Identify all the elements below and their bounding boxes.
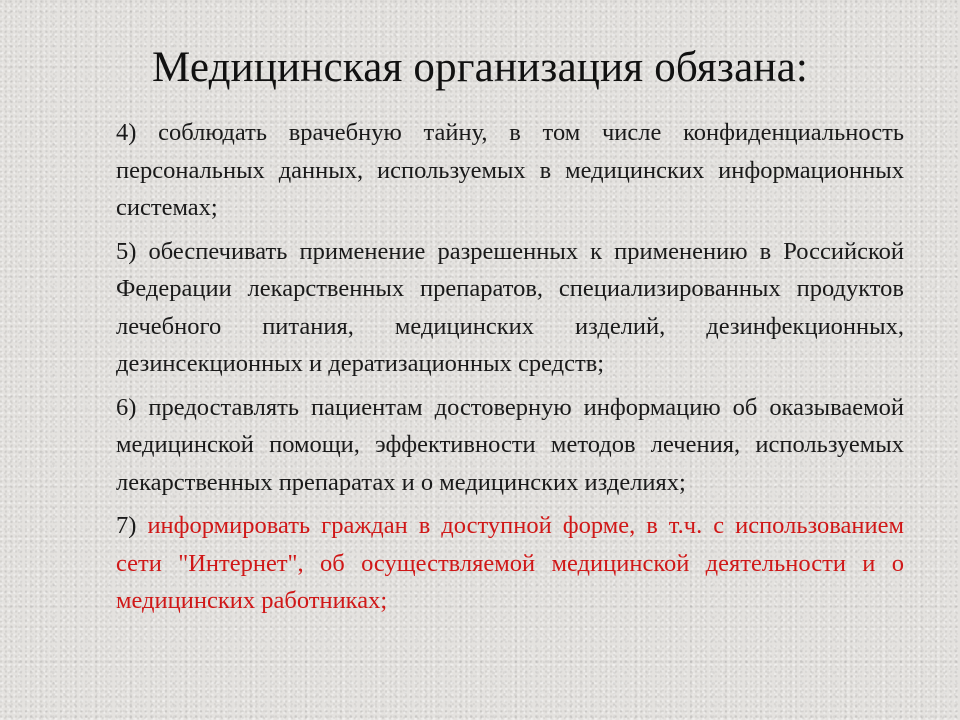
item-number: 6) (116, 393, 137, 421)
item-number: 4) (116, 119, 137, 146)
item-text-highlighted: информировать граждан в доступной форме, в т.ч. с использованием сети "Интернет", об осуществляемой медицинской деятельности и о медицинских работниках; (116, 512, 905, 614)
obligation-item-4 (116, 114, 904, 227)
slide-title: Медицинская организация обязана: (151, 44, 809, 91)
item-number: 5) (116, 237, 137, 265)
item-text: предоставлять пациентам достоверную информацию об оказываемой медицинской помощи, эффективности методов лечения, используемых лекарственных препаратах и о медицинских изделиях; (116, 393, 904, 496)
obligation-item-6 (116, 389, 904, 502)
item-text: соблюдать врачебную тайну, в том числе конфиденциальность персональных данных, используемых в медицинских информационных системах; (116, 119, 904, 221)
obligation-item-5 (116, 233, 904, 383)
item-text: обеспечивать применение разрешенных к применению в Российской Федерации лекарственных препаратов, специализированных продуктов лечебного питания, медицинских изделий, дезинфекционных, дезинсекционных и дератизационных средств; (116, 237, 904, 377)
item-number: 7) (116, 512, 137, 539)
obligation-item-7 (116, 507, 904, 620)
obligations-list (116, 114, 904, 626)
